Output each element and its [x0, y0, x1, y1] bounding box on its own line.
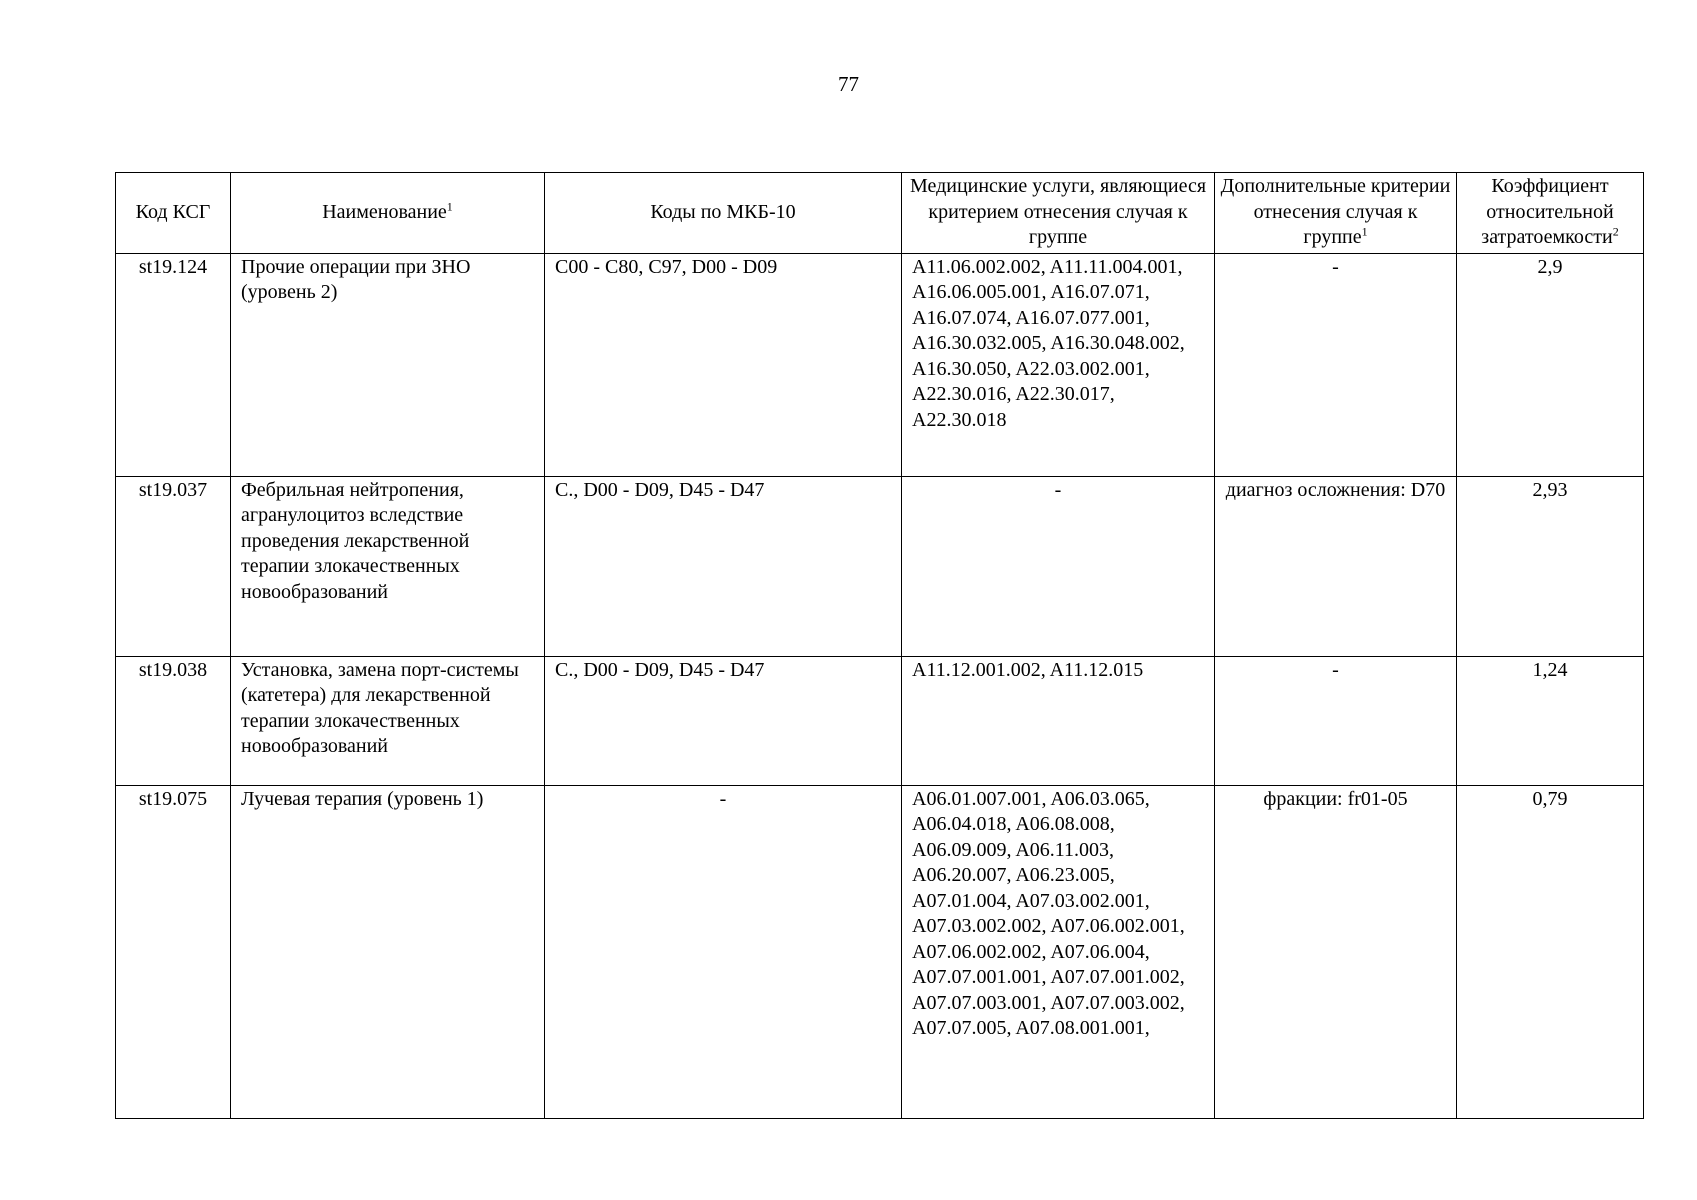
header-coef [1457, 173, 1644, 254]
page-number: 77 [838, 72, 859, 96]
cell-mkb: - [545, 785, 902, 1118]
header-coef-label: Коэффициент относительной затратоемкости [1481, 175, 1614, 248]
cell-mkb: C., D00 - D09, D45 - D47 [545, 656, 902, 785]
header-name-footnote: 1 [446, 198, 453, 213]
table-row [116, 785, 1644, 1118]
cell-services: A11.12.001.002, A11.12.015 [902, 656, 1215, 785]
cell-extra: диагноз осложнения: D70 [1215, 476, 1457, 656]
cell-coef: 2,93 [1457, 476, 1644, 656]
header-code [116, 173, 231, 254]
cell-mkb: C., D00 - D09, D45 - D47 [545, 476, 902, 656]
cell-extra: - [1215, 656, 1457, 785]
cell-coef: 0,79 [1457, 785, 1644, 1118]
cell-code: st19.038 [116, 656, 231, 785]
header-mkb [545, 173, 902, 254]
table-row [116, 476, 1644, 656]
cell-extra: - [1215, 253, 1457, 476]
header-code-label: Код КСГ [135, 200, 211, 223]
cell-mkb: C00 - C80, C97, D00 - D09 [545, 253, 902, 476]
table-row [116, 253, 1644, 476]
cell-coef: 2,9 [1457, 253, 1644, 476]
cell-name: Лучевая терапия (уровень 1) [231, 785, 545, 1118]
header-mkb-label: Коды по МКБ-10 [650, 200, 796, 223]
header-services [902, 173, 1215, 254]
cell-code: st19.037 [116, 476, 231, 656]
header-extra [1215, 173, 1457, 254]
header-services-label: Медицинские услуги, являющиеся критерием отнесения случая к группе [909, 175, 1207, 248]
cell-services: A06.01.007.001, A06.03.065, A06.04.018, A06.08.008, A06.09.009, A06.11.003, A06.20.007, A06.23.005, A07.01.004, A07.03.002.001, A07.03.002.002, A07.06.002.001, A07.06.002.002, A07.06.004, A07.07.001.001, A07.07.001.002, A07.07.003.001, A07.07.003.002, A07.07.005, A07.08.001.001, [902, 785, 1215, 1118]
cell-name: Прочие операции при ЗНО (уровень 2) [231, 253, 545, 476]
cell-code: st19.124 [116, 253, 231, 476]
cell-extra: фракции: fr01-05 [1215, 785, 1457, 1118]
header-name [231, 173, 545, 254]
cell-coef: 1,24 [1457, 656, 1644, 785]
cell-code: st19.075 [116, 785, 231, 1118]
header-extra-footnote: 1 [1361, 224, 1368, 239]
cell-services: A11.06.002.002, A11.11.004.001, A16.06.005.001, A16.07.071, A16.07.074, A16.07.077.001, A16.30.032.005, A16.30.048.002, A16.30.050, A22.03.002.001, A22.30.016, A22.30.017, A22.30.018 [902, 253, 1215, 476]
table-row [116, 656, 1644, 785]
header-coef-footnote: 2 [1612, 224, 1619, 239]
cell-name: Фебрильная нейтропения, агранулоцитоз вследствие проведения лекарственной терапии злокачественных новообразований [231, 476, 545, 656]
header-name-label: Наименование [322, 200, 447, 223]
cell-services: - [902, 476, 1215, 656]
table-header-row [116, 173, 1644, 254]
header-extra-label: Дополнительные критерии отнесения случая к группе [1220, 175, 1451, 248]
cell-name: Установка, замена порт-системы (катетера) для лекарственной терапии злокачественных новообразований [231, 656, 545, 785]
ksg-table [115, 172, 1644, 1119]
